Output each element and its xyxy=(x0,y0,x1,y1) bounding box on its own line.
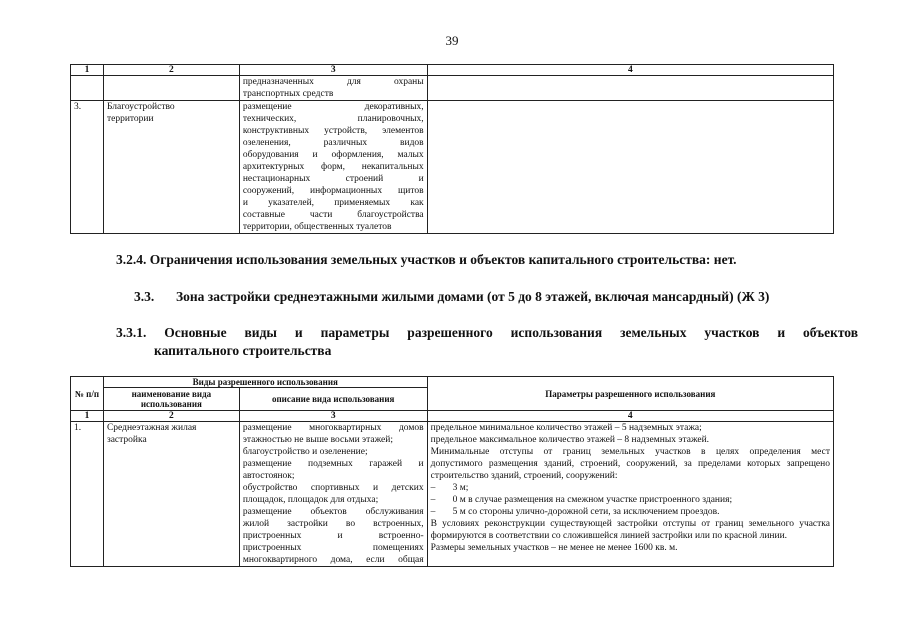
params-line: допустимого размещения зданий, строений, сооружений, за пределами которых запрещено xyxy=(430,459,830,469)
row-desc-cell xyxy=(239,101,427,234)
col-number-header: 4 xyxy=(427,411,833,422)
params-line: В условиях реконструкции существующей застройки отступы от границ земельного участка xyxy=(430,519,830,529)
col-number-header: 1 xyxy=(71,411,104,422)
desc-line: пристроенных помещениях xyxy=(242,543,424,553)
dash-marker: – xyxy=(430,507,436,517)
dash-text: 5 м со стороны улично-дорожной сети, за исключением проездов. xyxy=(452,507,720,517)
table-header-row xyxy=(71,377,834,388)
row-num-cell: 3. xyxy=(71,101,104,234)
row-num-cell: 1. xyxy=(71,422,104,567)
row-desc-cell xyxy=(239,76,427,101)
desc-line: размещение подземных гаражей и xyxy=(242,459,424,469)
desc-line: благоустройство и озеленение; xyxy=(242,447,368,457)
col-number-header: 3 xyxy=(239,65,427,76)
desc-line: оборудования и оформления, малых xyxy=(242,150,424,160)
desc-line: размещение объектов обслуживания xyxy=(242,507,424,517)
desc-line: сооружений, информационных щитов xyxy=(242,186,424,196)
name-line: Благоустройство xyxy=(106,102,175,112)
header-use-name: наименование вида использования xyxy=(103,388,239,411)
name-line: застройка xyxy=(106,435,147,445)
desc-line: и указателей, применяемых как xyxy=(242,198,424,208)
row-params-cell xyxy=(427,422,833,567)
desc-line: пристроенных и встроенно- xyxy=(242,531,424,541)
col-number-header: 3 xyxy=(239,411,427,422)
dash-text: 0 м в случае размещения на смежном участке пристроенного здания; xyxy=(452,495,733,505)
table-row xyxy=(71,101,834,234)
dash-text: 3 м; xyxy=(452,483,469,493)
section-heading-3-3-1-line1: 3.3.1. Основные виды и параметры разрешенного использования земельных участков и объектов xyxy=(116,325,858,340)
section-heading-3-3 xyxy=(134,289,769,305)
desc-line: размещение многоквартирных домов xyxy=(242,423,424,433)
params-line: предельное минимальное количество этажей – 5 надземных этажа; xyxy=(430,423,702,433)
params-line: Размеры земельных участков – не менее не менее 1600 кв. м. xyxy=(430,543,678,553)
row-desc-cell xyxy=(239,422,427,567)
dash-marker: – xyxy=(430,483,436,493)
row-name-cell xyxy=(103,422,239,567)
desc-line: озеленения, различных видов xyxy=(242,138,424,148)
table-header-row xyxy=(71,65,834,76)
header-num: № п/п xyxy=(71,377,104,411)
desc-line: предназначенных для охраны xyxy=(242,77,424,87)
desc-line: конструктивных устройств, элементов xyxy=(242,126,424,136)
table-col-number-row xyxy=(71,411,834,422)
header-use-desc: описание вида использования xyxy=(239,388,427,411)
params-dash-item xyxy=(431,494,830,506)
table-top-continuation xyxy=(70,64,834,234)
desc-line: территории, общественных туалетов xyxy=(242,222,392,232)
params-line: строительство зданий, строений, сооружений: xyxy=(430,471,618,481)
desc-line: автостоянок; xyxy=(242,471,295,481)
params-line: Минимальные отступы от границ земельных участков в целях определения мест xyxy=(430,447,830,457)
row-params-cell xyxy=(427,76,833,101)
desc-line: архитектурных форм, некапитальных xyxy=(242,162,424,172)
desc-line: обустройство спортивных и детских xyxy=(242,483,424,493)
row-name-cell xyxy=(103,101,239,234)
row-num-cell xyxy=(71,76,104,101)
col-number-header: 2 xyxy=(103,65,239,76)
params-dash-item xyxy=(431,506,830,518)
params-dash-item xyxy=(431,482,830,494)
desc-line: многоквартирного дома, если общая xyxy=(242,555,424,565)
col-number-header: 1 xyxy=(71,65,104,76)
table-row xyxy=(71,76,834,101)
col-number-header: 2 xyxy=(103,411,239,422)
desc-line: технических, планировочных, xyxy=(242,114,424,124)
dash-marker: – xyxy=(430,495,436,505)
table-main-uses xyxy=(70,376,834,567)
name-line: Среднеэтажная жилая xyxy=(106,423,197,433)
desc-line: составные части благоустройства xyxy=(242,210,424,220)
col-number-header: 4 xyxy=(427,65,833,76)
section-title: Зона застройки среднеэтажными жилыми домами (от 5 до 8 этажей, включая мансардный) (Ж 3) xyxy=(176,289,770,304)
desc-line: площадок, площадок для отдыха; xyxy=(242,495,379,505)
row-name-cell xyxy=(103,76,239,101)
page-number: 39 xyxy=(445,33,459,48)
params-line: предельное максимальное количество этажей – 8 надземных этажей. xyxy=(430,435,710,445)
desc-line: нестационарных строений и xyxy=(242,174,424,184)
table-row xyxy=(71,422,834,567)
header-params: Параметры разрешенного использования xyxy=(427,377,833,411)
params-line: формируются в соответствии со сложившейся линией застройки или по красной линии. xyxy=(430,531,788,541)
desc-line: жилой застройки во встроенных, xyxy=(242,519,424,529)
name-line: территории xyxy=(106,114,154,124)
section-heading-3-2-4: 3.2.4. Ограничения использования земельных участков и объектов капитального строительства: нет. xyxy=(116,252,737,267)
desc-line: размещение декоративных, xyxy=(242,102,424,112)
header-use-types: Виды разрешенного использования xyxy=(103,377,427,388)
desc-line: транспортных средств xyxy=(242,89,334,99)
section-heading-3-3-1-line2: капитального строительства xyxy=(154,343,332,358)
desc-line: этажностью не выше восьми этажей; xyxy=(242,435,393,445)
row-params-cell xyxy=(427,101,833,234)
section-number: 3.3. xyxy=(134,289,155,304)
